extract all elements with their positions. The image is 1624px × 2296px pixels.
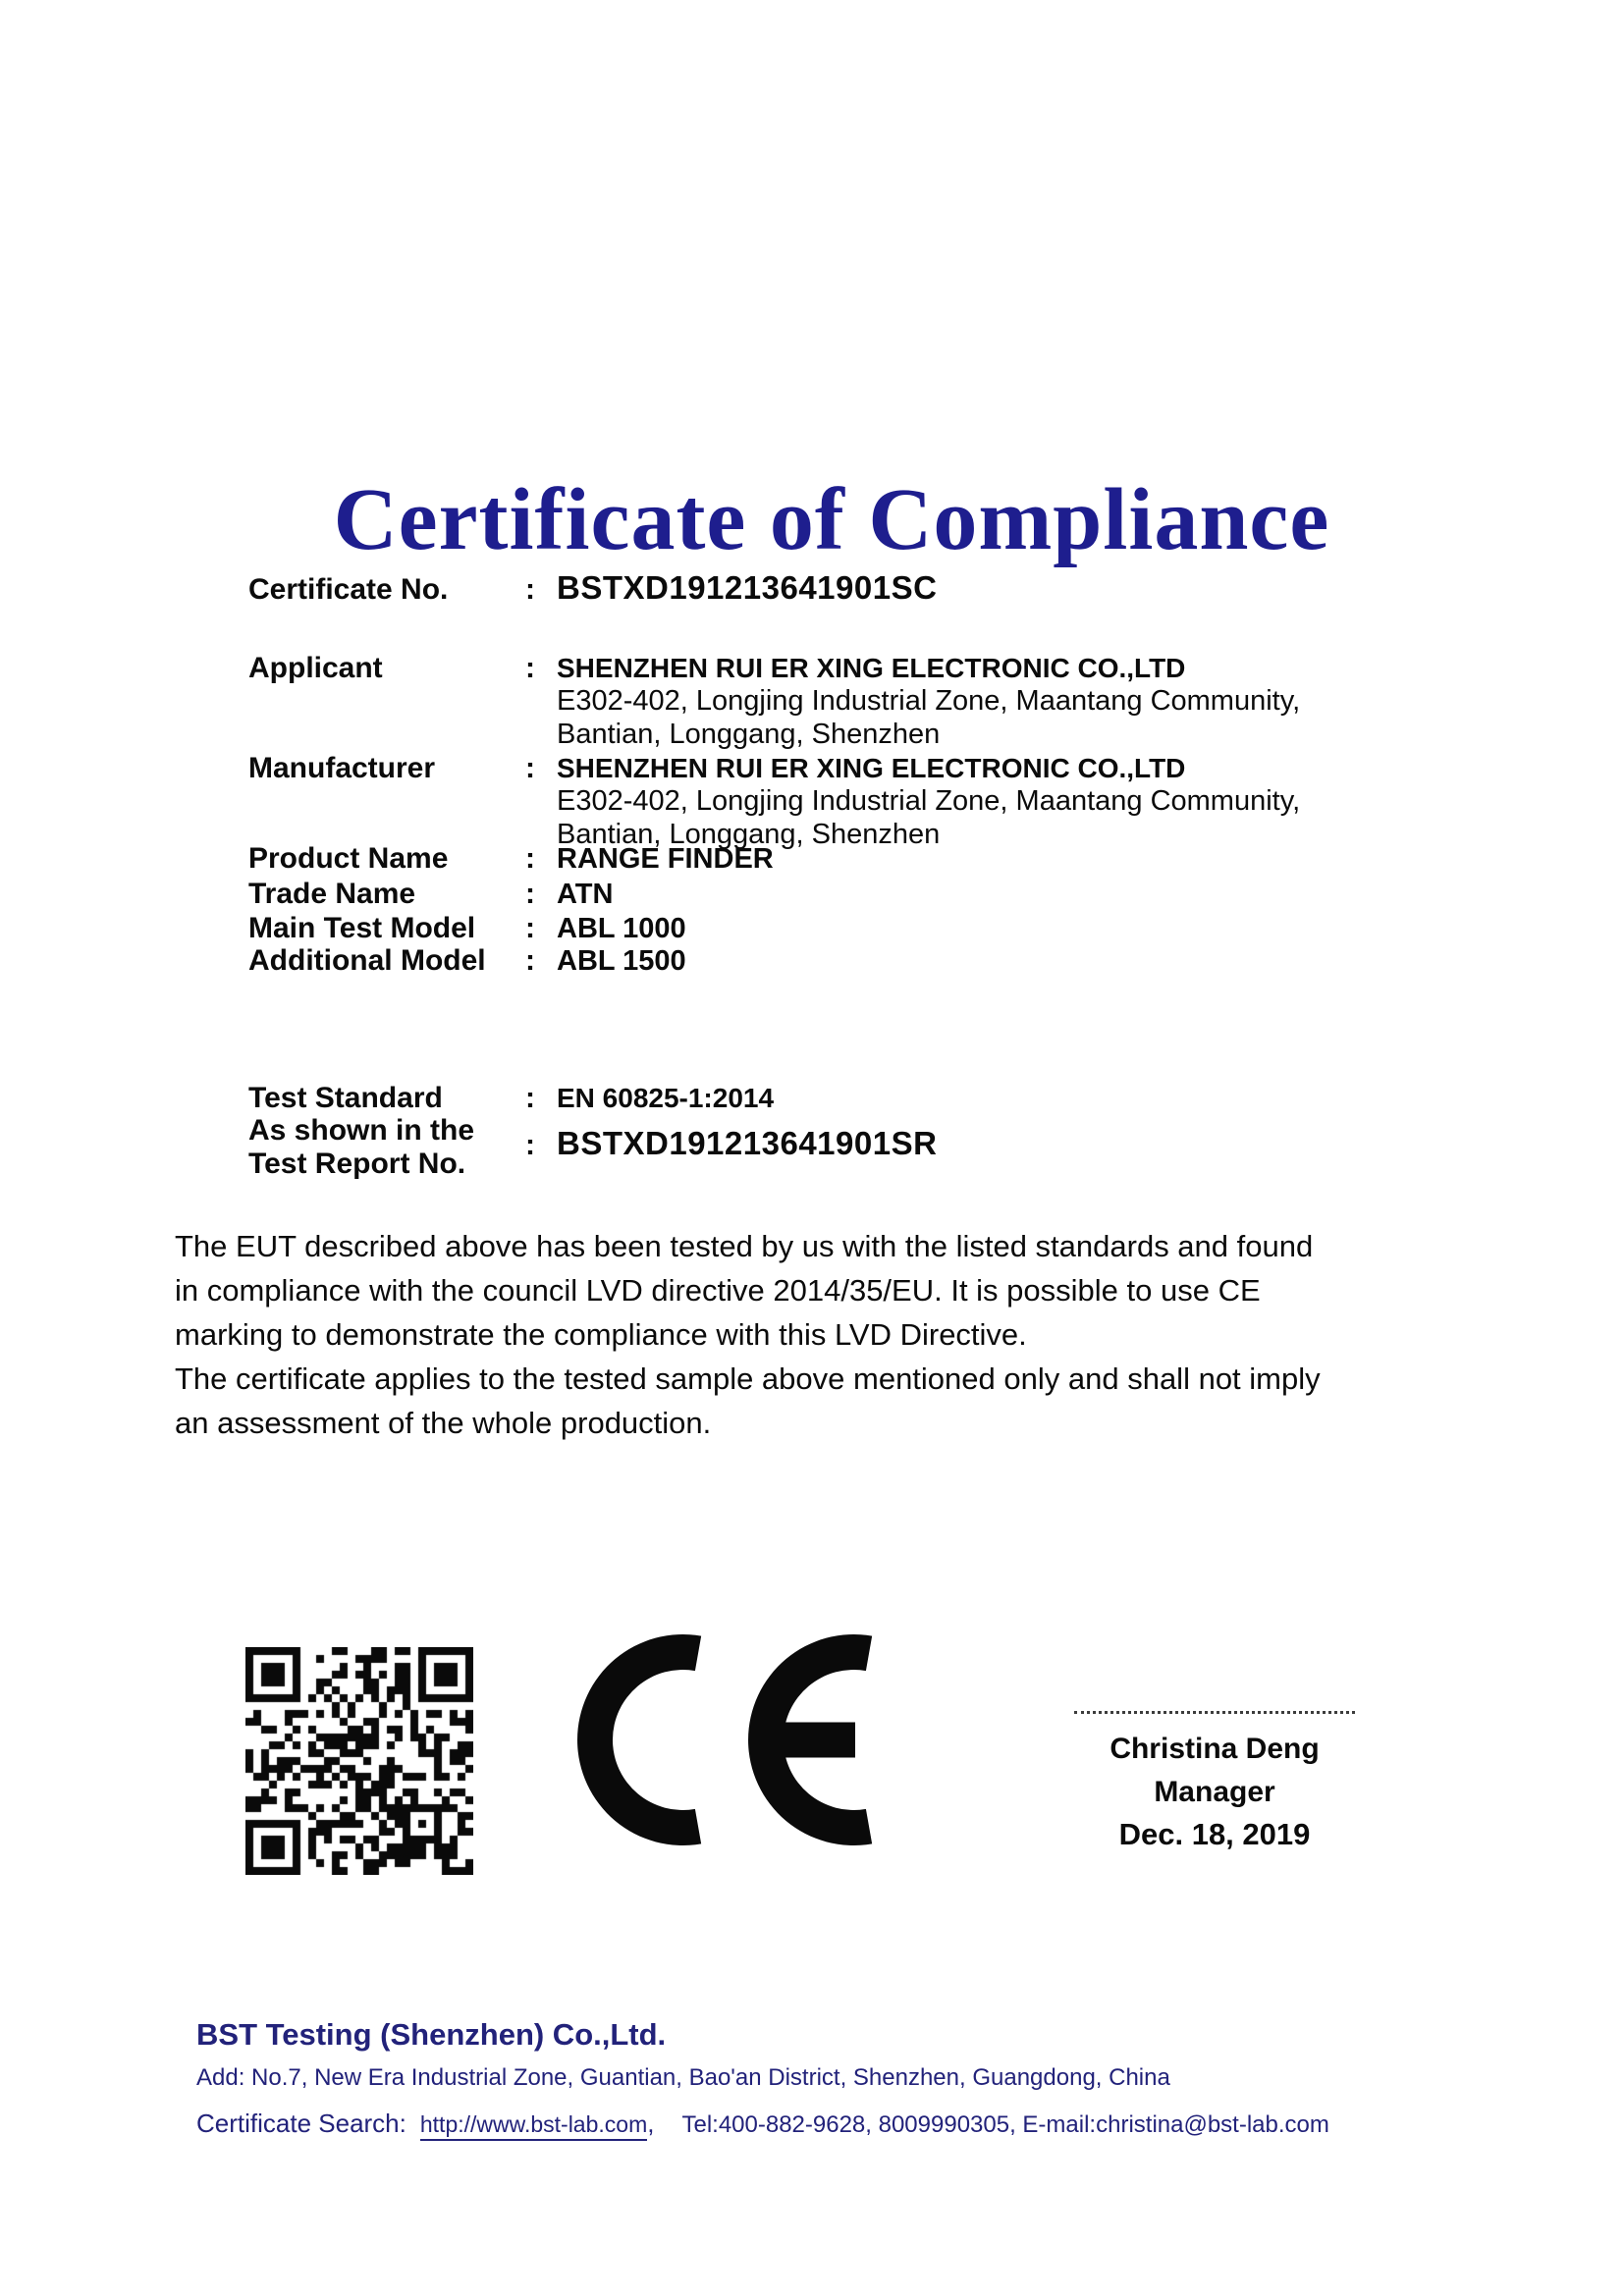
manufacturer-address-line1: E302-402, Longjing Industrial Zone, Maantang Community, (557, 785, 1301, 817)
ce-mark-icon (577, 1634, 874, 1845)
search-link-comma: , (647, 2109, 655, 2138)
field-row-trade-name (248, 878, 613, 911)
footer-search-line (196, 2109, 1329, 2141)
footer-contact-info: Tel:400-882-9628, 8009990305, E-mail:christina@bst-lab.com (681, 2111, 1329, 2138)
product-name-value: RANGE FINDER (557, 843, 774, 875)
colon-separator: : (525, 573, 535, 606)
statement-line: marking to demonstrate the compliance with this LVD Directive. (175, 1317, 1027, 1352)
field-row-manufacturer (248, 752, 1185, 785)
qr-code-icon (245, 1647, 473, 1875)
field-row-product-name (248, 842, 774, 876)
statement-line: The EUT described above has been tested by us with the listed standards and found (175, 1229, 1314, 1263)
signer-name: Christina Deng (1110, 1733, 1320, 1765)
manufacturer-address-line2: Bantian, Longgang, Shenzhen (557, 819, 941, 850)
statement-line: an assessment of the whole production. (175, 1406, 712, 1440)
field-row-certificate-no (248, 569, 937, 607)
statement-line: in compliance with the council LVD directive 2014/35/EU. It is possible to use CE (175, 1273, 1261, 1308)
test-report-value: BSTXD191213641901SR (557, 1125, 938, 1161)
test-report-label-line1: As shown in the (248, 1114, 475, 1147)
colon-separator: : (525, 1129, 535, 1161)
test-standard-value: EN 60825-1:2014 (557, 1083, 775, 1113)
colon-separator: : (525, 652, 535, 684)
main-test-model-label: Main Test Model (248, 912, 476, 944)
certificate-no-value: BSTXD191213641901SC (557, 569, 938, 606)
field-row-test-standard (248, 1082, 774, 1115)
colon-separator: : (525, 1082, 535, 1114)
main-test-model-value: ABL 1000 (557, 913, 686, 944)
colon-separator: : (525, 944, 535, 977)
trade-name-label: Trade Name (248, 878, 416, 910)
colon-separator: : (525, 912, 535, 944)
test-standard-label: Test Standard (248, 1082, 443, 1114)
field-row-main-test-model (248, 912, 686, 945)
certificate-search-label: Certificate Search: (196, 2109, 406, 2138)
field-row-additional-model (248, 944, 686, 978)
additional-model-value: ABL 1500 (557, 945, 686, 977)
statement-line: The certificate applies to the tested sample above mentioned only and shall not imply (175, 1362, 1321, 1396)
applicant-company: SHENZHEN RUI ER XING ELECTRONIC CO.,LTD (557, 653, 1186, 683)
footer-company-name: BST Testing (Shenzhen) Co.,Ltd. (196, 2017, 667, 2052)
page-title: Certificate of Compliance (333, 471, 1330, 569)
signature-date: Dec. 18, 2019 (1118, 1817, 1311, 1851)
colon-separator: : (525, 842, 535, 875)
certificate-search-link[interactable]: http://www.bst-lab.com (420, 2111, 647, 2141)
applicant-label: Applicant (248, 652, 383, 684)
field-row-test-report-value (525, 1125, 937, 1162)
footer-address: Add: No.7, New Era Industrial Zone, Guantian, Bao'an District, Shenzhen, Guangdong, China (196, 2064, 1170, 2091)
colon-separator: : (525, 878, 535, 910)
signature-block (1065, 1711, 1364, 1852)
field-row-applicant (248, 652, 1185, 685)
applicant-address-line1: E302-402, Longjing Industrial Zone, Maantang Community, (557, 685, 1301, 717)
trade-name-value: ATN (557, 879, 614, 910)
colon-separator: : (525, 752, 535, 784)
signer-role: Manager (1154, 1776, 1275, 1808)
applicant-address-line2: Bantian, Longgang, Shenzhen (557, 719, 941, 750)
test-report-label-line2: Test Report No. (248, 1148, 466, 1180)
product-name-label: Product Name (248, 842, 449, 875)
signature-dotted-line (1074, 1711, 1355, 1714)
manufacturer-label: Manufacturer (248, 752, 436, 784)
certificate-no-label: Certificate No. (248, 573, 449, 606)
qr-code-canvas (245, 1647, 473, 1875)
manufacturer-company: SHENZHEN RUI ER XING ELECTRONIC CO.,LTD (557, 753, 1186, 783)
additional-model-label: Additional Model (248, 944, 486, 977)
